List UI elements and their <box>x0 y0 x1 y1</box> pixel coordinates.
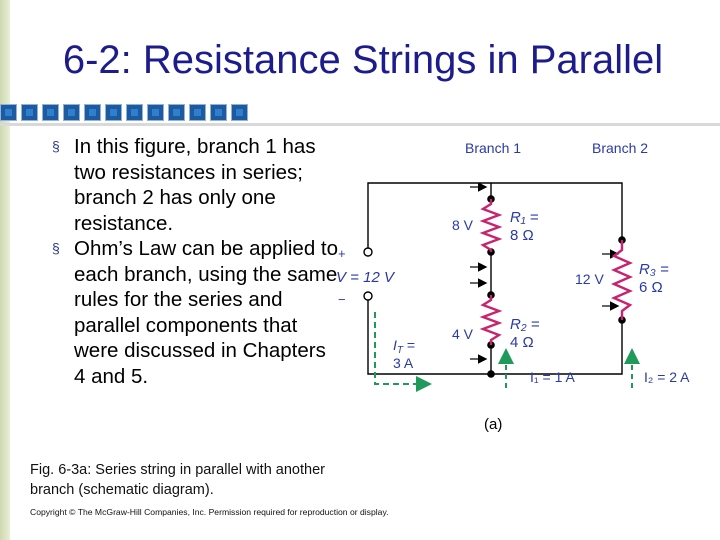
bullet-item <box>52 134 342 236</box>
square-icon <box>63 104 80 121</box>
square-icon <box>105 104 122 121</box>
copyright-notice: Copyright © The McGraw-Hill Companies, Inc. Permission required for reproduction or display. <box>30 507 389 517</box>
bullet-item <box>52 236 342 389</box>
bullet-marker: § <box>52 138 60 154</box>
total-current-value: 3 A <box>393 355 414 371</box>
square-icon <box>210 104 227 121</box>
circuit-diagram <box>330 130 715 440</box>
total-current-label: $I_T$ = <box>393 337 416 356</box>
r1-voltage-label: 8 V <box>452 217 474 233</box>
r2-value-label: 4 Ω <box>510 334 534 351</box>
square-icon <box>21 104 38 121</box>
junction-dot <box>487 370 495 378</box>
minus-sign: − <box>338 292 346 307</box>
square-icon <box>189 104 206 121</box>
resistor-r1-icon <box>483 199 499 252</box>
square-icon <box>126 104 143 121</box>
figure-caption: Fig. 6-3a: Series string in parallel with another branch (schematic diagram). <box>30 462 325 498</box>
branch2-current-label: I₂ = 2 A <box>644 369 690 385</box>
r3-value-label: 6 Ω <box>639 279 663 296</box>
r2-voltage-label: 4 V <box>452 326 474 342</box>
square-icon <box>147 104 164 121</box>
branch1-current-label: I₁ = 1 A <box>530 369 575 385</box>
square-icon <box>84 104 101 121</box>
r1-value-label: 8 Ω <box>510 227 534 244</box>
r3-name-label: R₃ = <box>639 261 669 278</box>
figure-part-label: (a) <box>484 416 503 433</box>
plus-sign: + <box>338 246 346 261</box>
square-icon <box>0 104 17 121</box>
slide-title: 6-2: Resistance Strings in Parallel <box>62 38 664 82</box>
branch2-label: Branch 2 <box>592 140 649 156</box>
title-divider <box>0 123 720 126</box>
junction-dots <box>487 195 626 378</box>
resistor-r3-icon <box>614 240 630 320</box>
square-icon <box>168 104 185 121</box>
bullet-text: In this figure, branch 1 has two resistances in series; branch 2 has only one resistance. <box>74 135 316 235</box>
source-voltage-label: V = 12 V <box>336 269 394 286</box>
bullet-text: Ohm’s Law can be applied to each branch, using the same rules for the series and parallel components that were discussed in Chapters 4 and 5. <box>74 237 339 388</box>
bullet-marker: § <box>52 240 60 256</box>
branch1-label: Branch 1 <box>465 140 522 156</box>
left-accent-bar <box>0 0 10 540</box>
r1-name-label: R₁ = <box>510 209 539 226</box>
r3-voltage-label: 12 V <box>575 271 604 287</box>
square-icon <box>42 104 59 121</box>
positive-terminal <box>364 248 372 256</box>
bullet-list <box>52 134 342 389</box>
r2-name-label: R₂ = <box>510 316 540 333</box>
resistor-r2-icon <box>483 295 499 345</box>
square-icon <box>231 104 248 121</box>
negative-terminal <box>364 292 372 300</box>
